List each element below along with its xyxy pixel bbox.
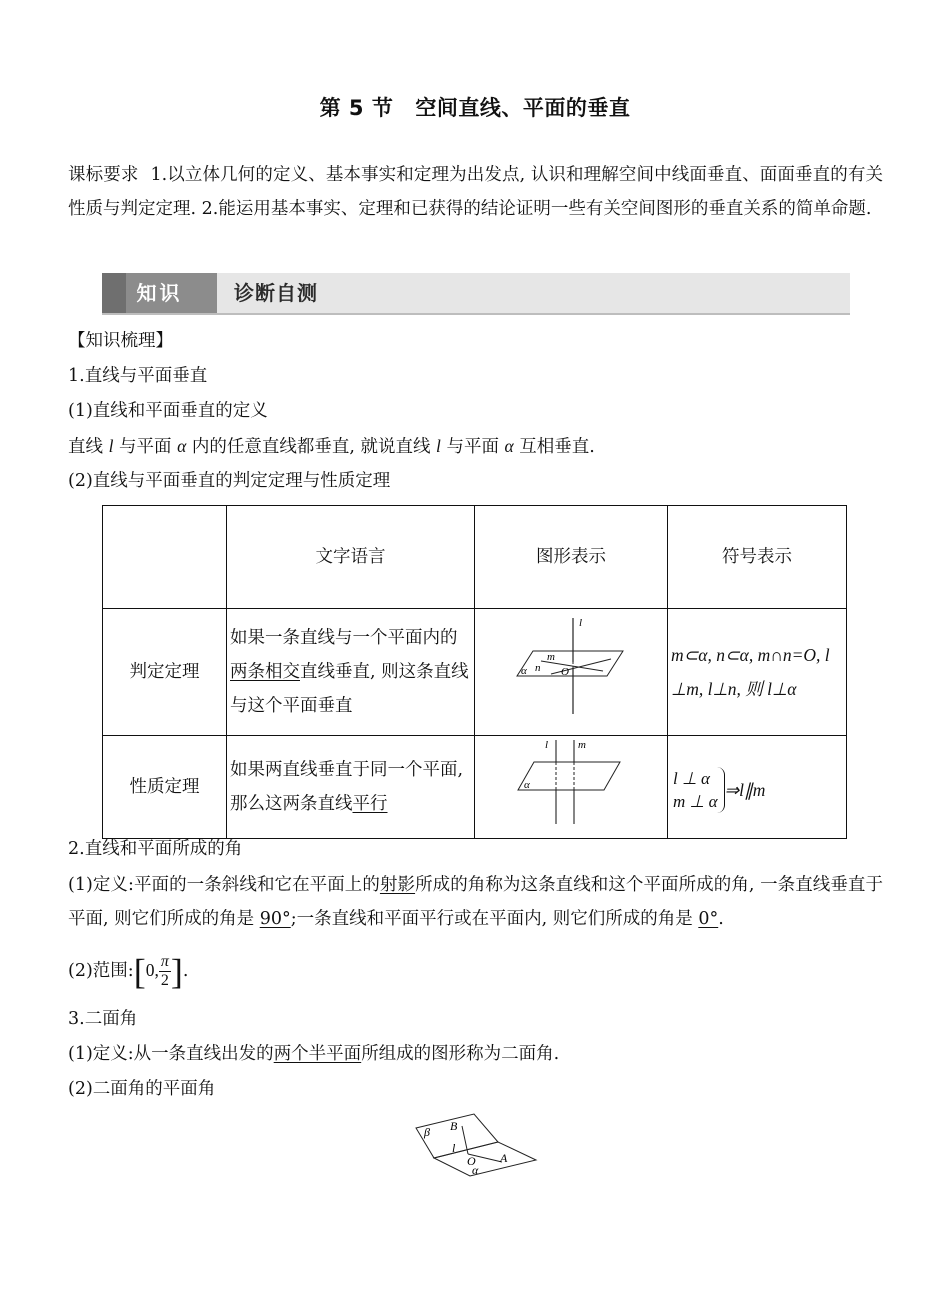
line-plane-perpendicular-property-figure [516, 736, 626, 826]
row-label: 性质定理 [103, 736, 227, 839]
fig3-label-l: l [452, 1141, 456, 1155]
fig2-label-m: m [578, 739, 586, 751]
text-language-cell: 如果两直线垂直于同一个平面, 那么这两条直线平行 [227, 736, 475, 839]
banner-title: 诊断自测 [234, 281, 318, 305]
curriculum-requirements [68, 158, 883, 226]
fig3-label-a: A [500, 1151, 508, 1165]
banner-tag: 知识 [102, 273, 217, 313]
fig3-label-alpha: α [472, 1163, 479, 1177]
s3-heading: 3.二面角 [68, 1009, 138, 1029]
s2-heading: 2.直线和平面所成的角 [68, 839, 243, 859]
theorem-table [102, 505, 847, 839]
fig1-label-alpha: α [521, 665, 527, 677]
table-row [103, 609, 847, 736]
table-row [103, 736, 847, 839]
table-header-cell [103, 506, 227, 609]
fig1-label-o: O [561, 666, 569, 678]
s3-definition: (1)定义:从一条直线出发的两个半平面所组成的图形称为二面角. [68, 1044, 560, 1064]
s2-range: (2)范围:[0, $\frac{\pi}{2}$ ]. [68, 951, 189, 992]
requirements-text: 1.以立体几何的定义、基本事实和定理为出发点, 认识和理解空间中线面垂直、面面垂直的有关性质与判定定理. 2.能运用基本事实、定理和已获得的结论证明一些有关空间图形的垂直关系的简单命题. [68, 165, 884, 219]
fig1-label-m: m [547, 651, 555, 663]
section-number: 第 5 节 [319, 96, 394, 120]
dihedral-angle-figure [412, 1110, 542, 1180]
figure-cell [475, 736, 668, 839]
line-plane-perpendicular-judgement-figure [511, 616, 631, 716]
page-title [0, 92, 950, 122]
fig3-label-o: O [467, 1154, 476, 1168]
table-header-cell: 图形表示 [475, 506, 668, 609]
s1-theorem-heading: (2)直线与平面垂直的判定定理与性质定理 [68, 471, 391, 491]
row-label: 判定定理 [103, 609, 227, 736]
s2-definition: (1)定义:平面的一条斜线和它在平面上的射影所成的角称为这条直线和这个平面所成的角, 一条直线垂直于平面, 则它们所成的角是 90°;一条直线和平面平行或在平面内, 则它们所成的角是 0°. [68, 875, 884, 929]
knowledge-heading: 【知识梳理】 [68, 331, 173, 351]
fig2-label-l: l [545, 739, 549, 751]
section-title: 空间直线、平面的垂直 [415, 96, 631, 120]
fig1-label-l: l [579, 617, 583, 629]
requirements-label: 课标要求 [68, 165, 139, 185]
fig3-label-beta: β [424, 1125, 430, 1139]
fig3-label-b: B [450, 1119, 458, 1133]
table-header-cell: 文字语言 [227, 506, 475, 609]
figure-cell [475, 609, 668, 736]
s3-plane-angle-heading: (2)二面角的平面角 [68, 1079, 216, 1099]
symbol-cell: l ⊥ α m ⊥ α ⇒l∥m [668, 736, 847, 839]
table-header-cell: 符号表示 [668, 506, 847, 609]
s1-definition: 直线 l 与平面 α 内的任意直线都垂直, 就说直线 l 与平面 α 互相垂直. [68, 436, 595, 457]
symbol-cell: m⊂α, n⊂α, m∩n=O, l ⊥m, l⊥n, 则 l⊥α [668, 609, 847, 736]
section-banner [102, 273, 850, 315]
s1-heading: 1.直线与平面垂直 [68, 366, 208, 386]
fig2-label-alpha: α [524, 779, 530, 791]
text-language-cell: 如果一条直线与一个平面内的两条相交直线垂直, 则这条直线与这个平面垂直 [227, 609, 475, 736]
fig1-label-n: n [535, 662, 541, 674]
table-header-row [103, 506, 847, 609]
s1-def-heading: (1)直线和平面垂直的定义 [68, 401, 268, 421]
